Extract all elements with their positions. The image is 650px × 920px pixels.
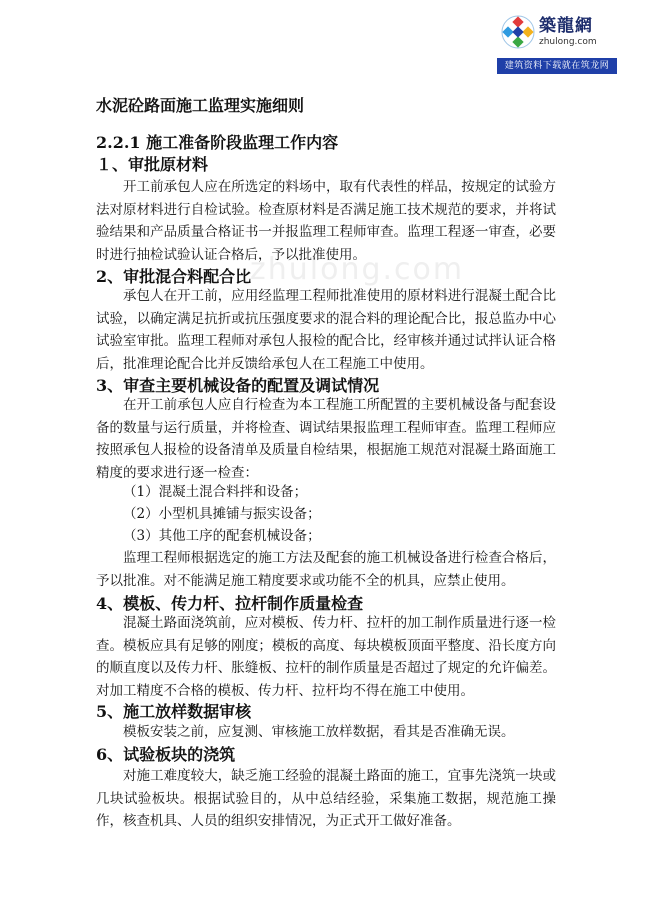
paragraph-4: 混凝土路面浇筑前，应对模板、传力杆、拉杆的加工制作质量进行逐一检查。模板应具有足够的刚度；模板的高度、每块模板顶面平整度、沿长度方向的顺直度以及传力杆、胀缝板、拉杆的制作质量是否超过了规定的允许偏差。对加工精度不合格的模板、传力杆、拉杆均不得在施工中使用。 (96, 615, 556, 699)
watermark: zhulong.com (250, 252, 465, 287)
list-item-1: （1）混凝土混合料拌和设备； (123, 484, 308, 500)
logo-name: 築龍網 (539, 16, 593, 36)
paragraph-2: 承包人在开工前，应用经监理工程师批准使用的原材料进行混凝土配合比试验，以确定满足抗折或抗压强度要求的混合料的理论配合比，报总监办中心试验室审批。监理工程师对承包人报检的配合比，经审核并通过试拌认证合格后，批准理论配合比并反馈给承包人在工程施工中使用。 (96, 288, 556, 372)
paragraph-5: 模板安装之前，应复测、审核施工放样数据，看其是否准确无误。 (123, 724, 515, 740)
paragraph-1: 开工前承包人应在所选定的料场中，取有代表性的样品，按规定的试验方法对原材料进行自检试验。检查原材料是否满足施工技术规范的要求，并将试验结果和产品质量合格证书一并报监理工程师审查。监理工程逐一审查，必要时进行抽检试验认证合格后，予以批准使用。 (96, 179, 556, 263)
heading-4: 4、模板、传力杆、拉杆制作质量检查 (96, 594, 364, 613)
logo-url: zhulong.com (539, 37, 597, 47)
heading-6: 6、试验板块的浇筑 (96, 745, 236, 764)
list-item-2: （2）小型机具摊铺与振实设备； (123, 506, 321, 522)
document-title: 水泥砼路面施工监理实施细则 (96, 96, 305, 115)
paragraph-3b: 监理工程师根据选定的施工方法及配套的施工机械设备进行检查合格后，予以批准。对不能满足施工精度要求或功能不全的机具，应禁止使用。 (96, 550, 556, 589)
paragraph-3: 在开工前承包人应自行检查为本工程施工所配置的主要机械设备与配套设备的数量与运行质量，并将检查、调试结果报监理工程师审查。监理工程师应按照承包人报检的设备清单及质量自检结果，根据施工规范对混凝土路面施工精度的要求进行逐一检查： (96, 397, 556, 481)
section-heading: 2.2.1 施工准备阶段监理工作内容 (96, 133, 339, 152)
logo-emblem-icon (501, 15, 535, 49)
heading-2: 2、审批混合料配合比 (96, 267, 252, 286)
zhulong-logo (497, 8, 617, 76)
logo-slogan: 建筑资料下载就在筑龙网 (497, 58, 617, 74)
heading-1: １、审批原材料 (96, 155, 209, 174)
heading-3: 3、审查主要机械设备的配置及调试情况 (96, 376, 380, 395)
heading-5: 5、施工放样数据审核 (96, 702, 252, 721)
paragraph-6: 对施工难度较大，缺乏施工经验的混凝土路面的施工，宜事先浇筑一块或几块试验板块。根据试验目的，从中总结经验，采集施工数据，规范施工操作，核查机具、人员的组织安排情况，为正式开工做好准备。 (96, 768, 556, 829)
list-item-3: （3）其他工序的配套机械设备； (123, 528, 321, 544)
